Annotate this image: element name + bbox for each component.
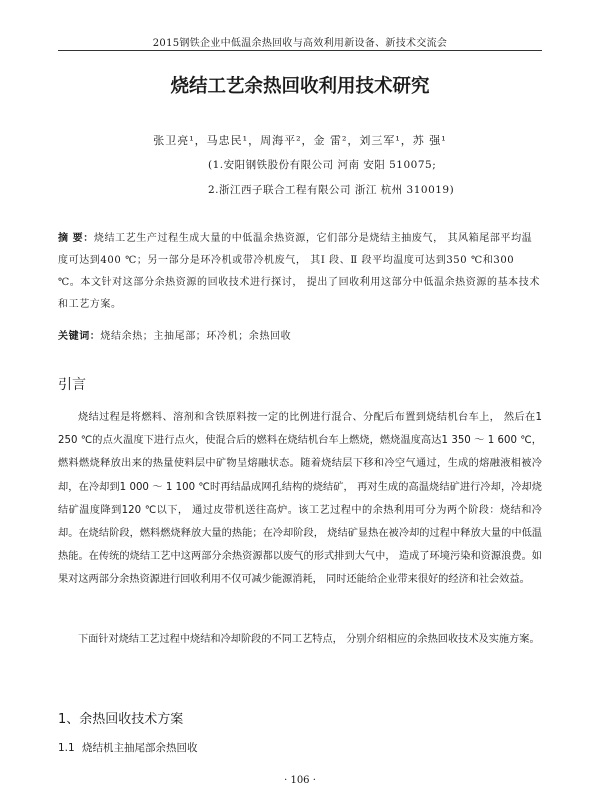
- subsection-title: 烧结机主抽尾部余热回收: [82, 742, 198, 754]
- affiliation-2: 2.浙江西子联合工程有限公司 浙江 杭州 310019): [208, 184, 455, 196]
- section-1-heading: 1、余热回收技术方案: [58, 712, 184, 727]
- abstract: [58, 228, 540, 316]
- affiliation-1: (1.安阳钢铁股份有限公司 河南 安阳 510075;: [208, 159, 437, 171]
- intro-paragraph-1: 烧结过程是将燃料、溶剂和含铁原料按一定的比例进行混合、分配后布置到烧结机台车上， 然后在1 250 ℃的点火温度下进行点火，使混合后的燃料在烧结机台车上燃烧，燃烧温度高达1 350 ～ 1 600 ℃，燃料燃烧释放出来的热量使料层中矿物呈熔融状态。随着烧结层下移和冷空气通过，生成的熔融液相被冷却，在冷却到1 000 ～ 1 100 ℃时再结晶成网孔结构的烧结矿， 再对生成的高温烧结矿进行冷却，冷却烧结矿温度降到120 ℃以下， 通过皮带机送往高炉。该工艺过程中的余热利用可分为两个阶段：烧结和冷却。在烧结阶段，燃料燃烧释放大量的热能；在冷却阶段， 烧结矿显热在被冷却的过程中释放大量的中低温热能。在传统的烧结工艺中这两部分余热资源都以废气的形式排到大气中， 造成了环境污染和资源浪费。如果对这两部分余热资源进行回收利用不仅可减少能源消耗， 同时还能给企业带来很好的经济和社会效益。: [58, 412, 542, 586]
- intro-heading: 引言: [58, 377, 86, 393]
- page-number: · 106 ·: [284, 775, 316, 786]
- paper-title: 烧结工艺余热回收利用技术研究: [170, 76, 430, 97]
- keywords: [58, 327, 540, 342]
- abstract-label: 摘 要：: [58, 233, 94, 244]
- keywords-text: 烧结余热；主抽尾部；环冷机；余热回收: [100, 331, 292, 342]
- header-rule: [58, 50, 542, 51]
- keywords-label: 关键词：: [58, 331, 101, 342]
- intro-paragraph-2: 下面针对烧结工艺过程中烧结和冷却阶段的不同工艺特点， 分别介绍相应的余热回收技术及实施方案。: [78, 634, 540, 645]
- subsection-number: 1.1: [58, 742, 75, 754]
- abstract-text: 烧结工艺生产过程生成大量的中低温余热资源，它们部分是烧结主抽废气， 其风箱尾部平均温度可达到400 ℃；另一部分是环冷机或带冷机废气， 其Ⅰ 段、Ⅱ 段平均温度可达到350 ℃和300 ℃。本文针对这部分余热资源的回收技术进行探讨， 提出了回收利用这部分中低温余热资源的基本技术和工艺方案。: [58, 233, 540, 310]
- author-list: 张卫亮¹，马忠民¹，周海平²，金 雷²，刘三军¹，苏 强¹: [153, 134, 447, 147]
- subsection-1-1: [58, 740, 198, 755]
- running-header: 2015钢铁企业中低温余热回收与高效利用新设备、新技术交流会: [152, 38, 448, 49]
